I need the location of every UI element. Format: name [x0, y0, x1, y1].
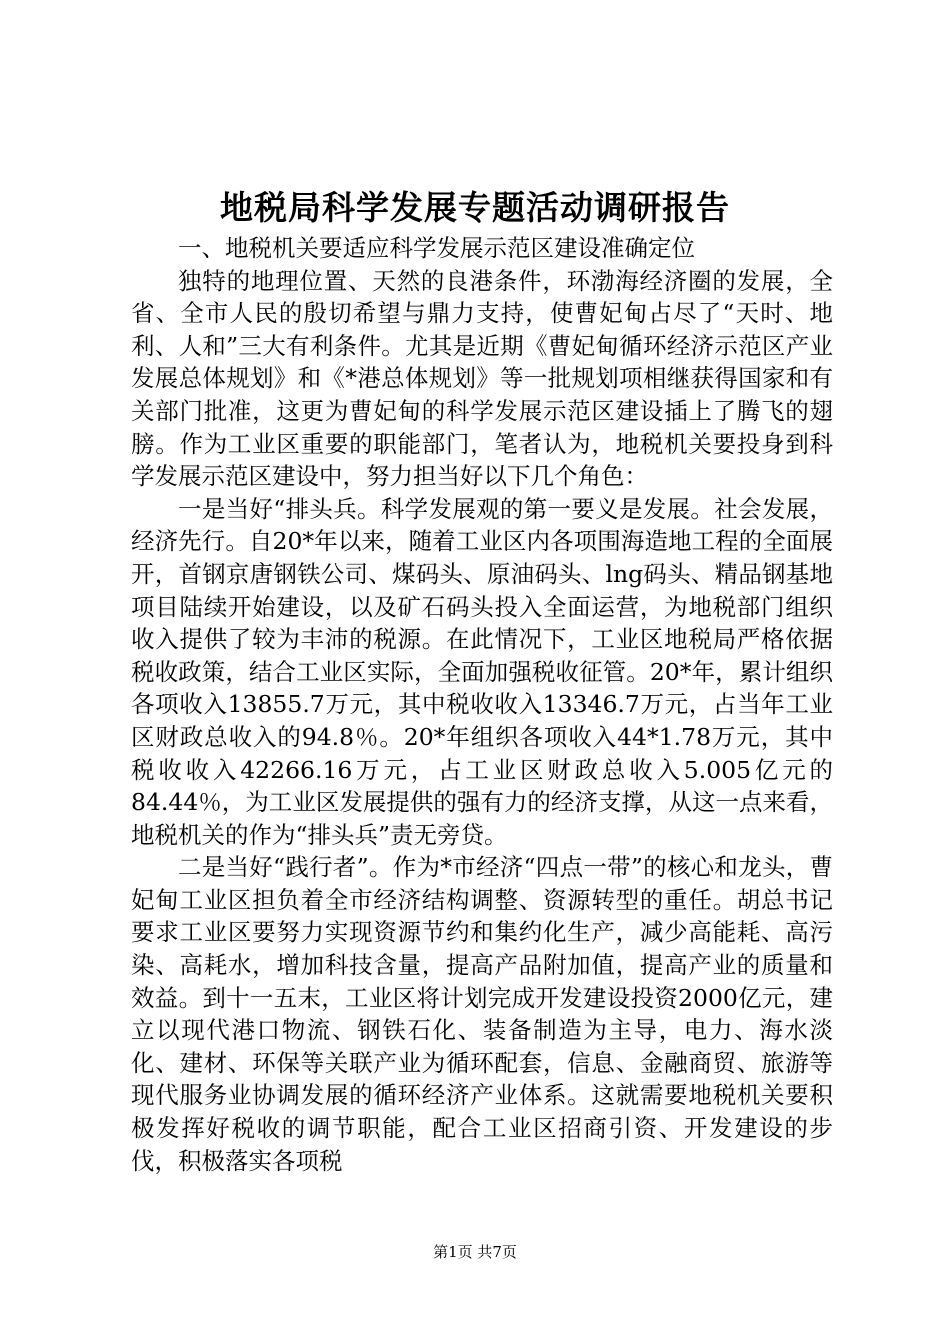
paragraph: 一是当好“排头兵。科学发展观的第一要义是发展。社会发展，经济先行。自20*年以来，随着工业区内各项围海造地工程的全面展开，首钢京唐钢铁公司、煤码头、原油码头、lng码头、精品钢基地项目陆续开始建设，以及矿石码头投入全面运营，为地税部门组织收入提供了较为丰沛的税源。在此情况下，工业区地税局严格依据税收政策，结合工业区实际，全面加强税收征管。20*年，累计组织各项收入13855.7万元，其中税收收入13346.7万元，占当年工业区财政总收入的94.8％。20*年组织各项收入44*1.78万元，其中税收收入42266.16万元，占工业区财政总收入5.005亿元的84.44％，为工业区发展提供的强有力的经济支撑，从这一点来看，地税机关的作为“排头兵”责无旁贷。: [131, 494, 833, 849]
document-body: [131, 232, 833, 1177]
paragraph: 二是当好“践行者”。作为*市经济“四点一带”的核心和龙头，曹妃甸工业区担负着全市经济结构调整、资源转型的重任。胡总书记要求工业区要努力实现资源节约和集约化生产，减少高能耗、高污染、高耗水，增加科技含量，提高产品附加值，提高产业的质量和效益。到十一五末，工业区将计划完成开发建设投资2000亿元，建立以现代港口物流、钢铁石化、装备制造为主导，电力、海水淡化、建材、环保等关联产业为循环配套，信息、金融商贸、旅游等现代服务业协调发展的循环经济产业体系。这就需要地税机关要积极发挥好税收的调节职能，配合工业区招商引资、开发建设的步伐，积极落实各项税: [131, 853, 833, 1175]
document-title: 地税局科学发展专题活动调研报告: [220, 188, 730, 227]
section-heading: 一、地税机关要适应科学发展示范区建设准确定位: [178, 234, 695, 262]
paragraph: 独特的地理位置、天然的良港条件，环渤海经济圈的发展，全省、全市人民的殷切希望与鼎力支持，使曹妃甸占尽了“天时、地利、人和”三大有利条件。尤其是近期《曹妃甸循环经济示范区产业发展总体规划》和《*港总体规划》等一批规划项相继获得国家和有关部门批准，这更为曹妃甸的科学发展示范区建设插上了腾飞的翅膀。作为工业区重要的职能部门，笔者认为，地税机关要投身到科学发展示范区建设中，努力担当好以下几个角色：: [131, 266, 833, 491]
page-footer: 第1页 共7页: [433, 1243, 517, 1261]
